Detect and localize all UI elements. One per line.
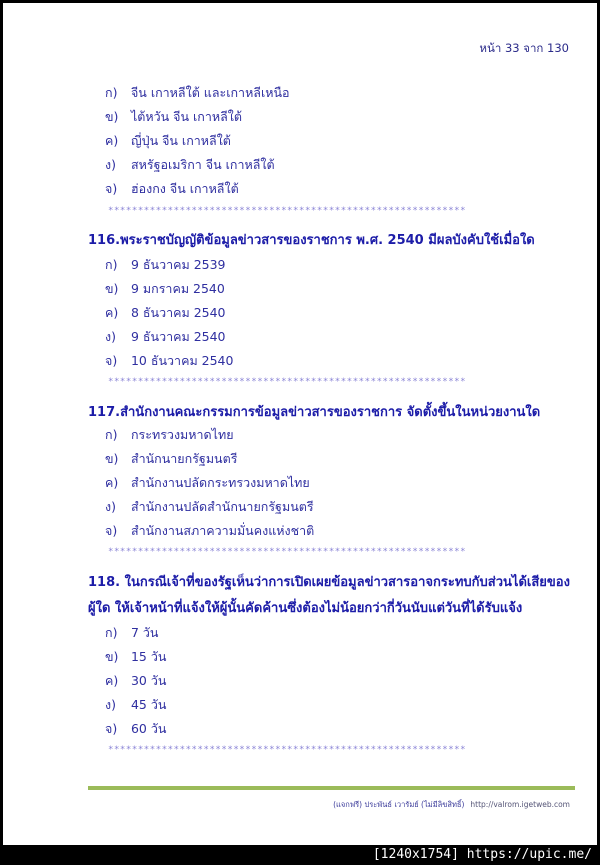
option-label: ค) bbox=[105, 305, 119, 320]
question-116: 116.พระราชบัญญัติข้อมูลข่าวสารของราชการ พ.ศ. 2540 มีผลบังคับใช้เมื่อใด bbox=[88, 233, 535, 248]
option-item bbox=[105, 351, 233, 371]
question-118-line1: 118. ในกรณีเจ้าที่ของรัฐเห็นว่าการเปิดเผยข้อมูลข่าวสารอาจกระทบกับส่วนได้เสียของ bbox=[88, 575, 570, 590]
separator: ************************************************************ bbox=[108, 377, 467, 387]
option-item bbox=[105, 179, 239, 199]
option-item bbox=[105, 255, 226, 275]
option-label: ง) bbox=[105, 499, 116, 514]
option-label: ก) bbox=[105, 427, 118, 442]
option-label: ค) bbox=[105, 133, 119, 148]
option-text: สำนักงานปลัดสำนักนายกรัฐมนตรี bbox=[130, 499, 314, 514]
option-text: กระทรวงมหาดไทย bbox=[130, 427, 234, 442]
option-text: สำนักงานปลัดกระทรวงมหาดไทย bbox=[130, 475, 310, 490]
option-text: 45 วัน bbox=[130, 697, 167, 712]
option-text: 9 ธันวาคม 2539 bbox=[130, 257, 226, 272]
question-118-line2: ผู้ใด ให้เจ้าหน้าที่แจ้งให้ผู้นั้นคัดค้านซึ่งต้องไม่น้อยกว่ากี่วันนับแต่วันที่ได้รับแจ้ง bbox=[88, 601, 523, 616]
image-watermark: [1240x1754] https://upic.me/ bbox=[372, 847, 592, 862]
option-item bbox=[105, 473, 310, 493]
option-item bbox=[105, 647, 166, 667]
option-label: ค) bbox=[105, 673, 119, 688]
option-label: ข) bbox=[105, 649, 119, 664]
option-text: ไต้หวัน จีน เกาหลีใต้ bbox=[130, 109, 242, 124]
option-label: ข) bbox=[105, 281, 119, 296]
option-text: สำนักนายกรัฐมนตรี bbox=[130, 451, 238, 466]
separator: ************************************************************ bbox=[108, 745, 467, 755]
option-item bbox=[105, 521, 314, 541]
option-label: ง) bbox=[105, 157, 116, 172]
option-text: 15 วัน bbox=[130, 649, 167, 664]
option-label: ง) bbox=[105, 329, 116, 344]
option-item bbox=[105, 327, 226, 347]
option-label: ก) bbox=[105, 85, 118, 100]
footer-url[interactable]: http://valrom.igetweb.com bbox=[470, 800, 570, 809]
option-item bbox=[105, 131, 231, 151]
option-text: 60 วัน bbox=[130, 721, 167, 736]
option-text: 8 ธันวาคม 2540 bbox=[130, 305, 226, 320]
separator: ************************************************************ bbox=[108, 206, 467, 216]
option-label: ง) bbox=[105, 697, 116, 712]
footer-rule bbox=[88, 786, 575, 790]
option-label: จ) bbox=[105, 721, 118, 736]
option-text: 9 ธันวาคม 2540 bbox=[130, 329, 226, 344]
option-label: ข) bbox=[105, 451, 119, 466]
option-item bbox=[105, 303, 226, 323]
option-item bbox=[105, 449, 237, 469]
option-label: ก) bbox=[105, 625, 118, 640]
separator: ************************************************************ bbox=[108, 547, 467, 557]
option-label: ค) bbox=[105, 475, 119, 490]
question-117: 117.สำนักงานคณะกรรมการข้อมูลข่าวสารของราชการ จัดตั้งขึ้นในหน่วยงานใด bbox=[88, 405, 541, 420]
page-indicator: หน้า 33 จาก 130 bbox=[479, 41, 569, 55]
option-item bbox=[105, 83, 290, 103]
document-page bbox=[3, 3, 597, 845]
option-item bbox=[105, 623, 158, 643]
footer-credit: (แจกฟรี) ประพันธ์ เวารัมย์ (ไม่มีลิขสิทธิ์) bbox=[333, 800, 465, 809]
option-label: ข) bbox=[105, 109, 119, 124]
option-text: สำนักงานสภาความมั่นคงแห่งชาติ bbox=[130, 523, 315, 538]
option-text: 30 วัน bbox=[130, 673, 167, 688]
option-label: ก) bbox=[105, 257, 118, 272]
option-text: จีน เกาหลีใต้ และเกาหลีเหนือ bbox=[130, 85, 290, 100]
option-item bbox=[105, 425, 234, 445]
footer bbox=[333, 799, 570, 811]
option-text: 10 ธันวาคม 2540 bbox=[130, 353, 234, 368]
option-item bbox=[105, 497, 314, 517]
option-label: จ) bbox=[105, 353, 118, 368]
option-item bbox=[105, 671, 166, 691]
option-label: จ) bbox=[105, 181, 118, 196]
option-text: 9 มกราคม 2540 bbox=[130, 281, 225, 296]
option-text: ฮ่องกง จีน เกาหลีใต้ bbox=[130, 181, 239, 196]
option-item bbox=[105, 107, 242, 127]
option-text: สหรัฐอเมริกา จีน เกาหลีใต้ bbox=[130, 157, 275, 172]
option-item bbox=[105, 155, 275, 175]
option-item bbox=[105, 695, 166, 715]
option-text: 7 วัน bbox=[130, 625, 159, 640]
option-item bbox=[105, 719, 166, 739]
option-item bbox=[105, 279, 225, 299]
option-text: ญี่ปุ่น จีน เกาหลีใต้ bbox=[130, 133, 231, 148]
option-label: จ) bbox=[105, 523, 118, 538]
